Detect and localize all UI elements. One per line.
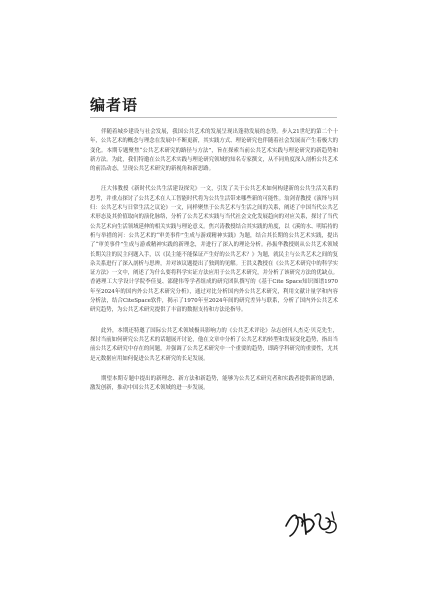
editorial-body: [90, 128, 338, 404]
paragraph: 此外，本期还特邀了国际公共艺术领域极具影响力的《公共艺术评论》杂志创刊人杰克·贝克先生，探讨当前如何研究公共艺术的话题展开讨论，他在文章中分析了公共艺术的转型和发展变化趋势，指出当前公共艺术研究中存在的问题，并强调了公共艺术研究中一个重要的趋势，即跨学科研究的重要性，尤其是元数据应用如何促进公共艺术研究的长足发展。: [90, 327, 338, 362]
handwritten-signature: [282, 504, 342, 544]
paragraph: 伴随着城乡建设与社会发展，我国公共艺术的发展呈现出蓬勃发展的态势。步入21世纪的第二个十年，公共艺术的概念与理念在发展中不断更新，其实践方式、理论研究也伴随着社会发展而产生着极大的变化。本期专题聚焦“公共艺术研究的路径与方法”，旨在探索当前公共艺术实践与理论研究的新趋势和新方法。为此，我们特邀在公共艺术实践与理论研究领域的知名专家撰文，从不同角度深入剖析公共艺术的前沿动态，呈现公共艺术研究的新视角和新思路。: [90, 129, 338, 173]
paragraph: 汪大伟教授《新时代公共生活建设探究》一文，引发了关于公共艺术如何构建新的公共生活关系的思考，并重点探讨了公共艺术在人工智能时代将为公共生活带来哪些新的可能性。翁剑青教授《演绎与回归：公共艺术与日常生活之议论》一文，同样聚焦于公共艺术与生活之间的关系，阐述了中国当代公共艺术形态及其价值取向的演化脉络，分析了公共艺术实践与当代社会文化发展趋向的对应关系，探讨了当代公共艺术向生活领域延伸的相关实践与理论意义。焦兴涛教授结合其实践的角度，以《溪的水、明垢持的析与举措的河：公共艺术的“审美事件”生成与游戏精神实践》为题，结合其长期的公共艺术实践，提出了“审美事件”生成与游戏精神实践的新理念，并进行了深入的理论分析。孙振华教授则从公共艺术领域长期关注的民主问题入手，以《民主能不能保证产生好的公共艺术？》为题，就民主与公共艺术之间的复杂关系进行了深入剖析与思辨，并对该议题提出了独到的见解。王洪义教授在《公共艺术研究中的科学实证方法》一文中，阐述了为什么要将科学实证方法应用于公共艺术研究，并分析了该研究方法的优缺点。香港理工大学设计学院李佳曼、邵健伟等学者组成的研究团队撰写的《基于Cite Space知识图谱1970年至2024年的国内外公共艺术研究分析》，通过对比分析国内外公共艺术研究，利用文献计量学和内容分析法，结合CiteSpace软件，揭示了1970年至2024年间的研究差异与联系，分析了国内外公共艺术研究趋势，为公共艺术研究提供了丰富的数据支持和方法论指导。: [90, 186, 338, 314]
page-title: 编者语: [90, 96, 139, 114]
title-divider: [90, 117, 337, 118]
paragraph: 期望本期专题中提出的新理念、新方法和新趋势，能够为公共艺术研究者和实践者提供新的思路，激发创新，推动中国公共艺术领域的进一步发展。: [90, 375, 338, 392]
